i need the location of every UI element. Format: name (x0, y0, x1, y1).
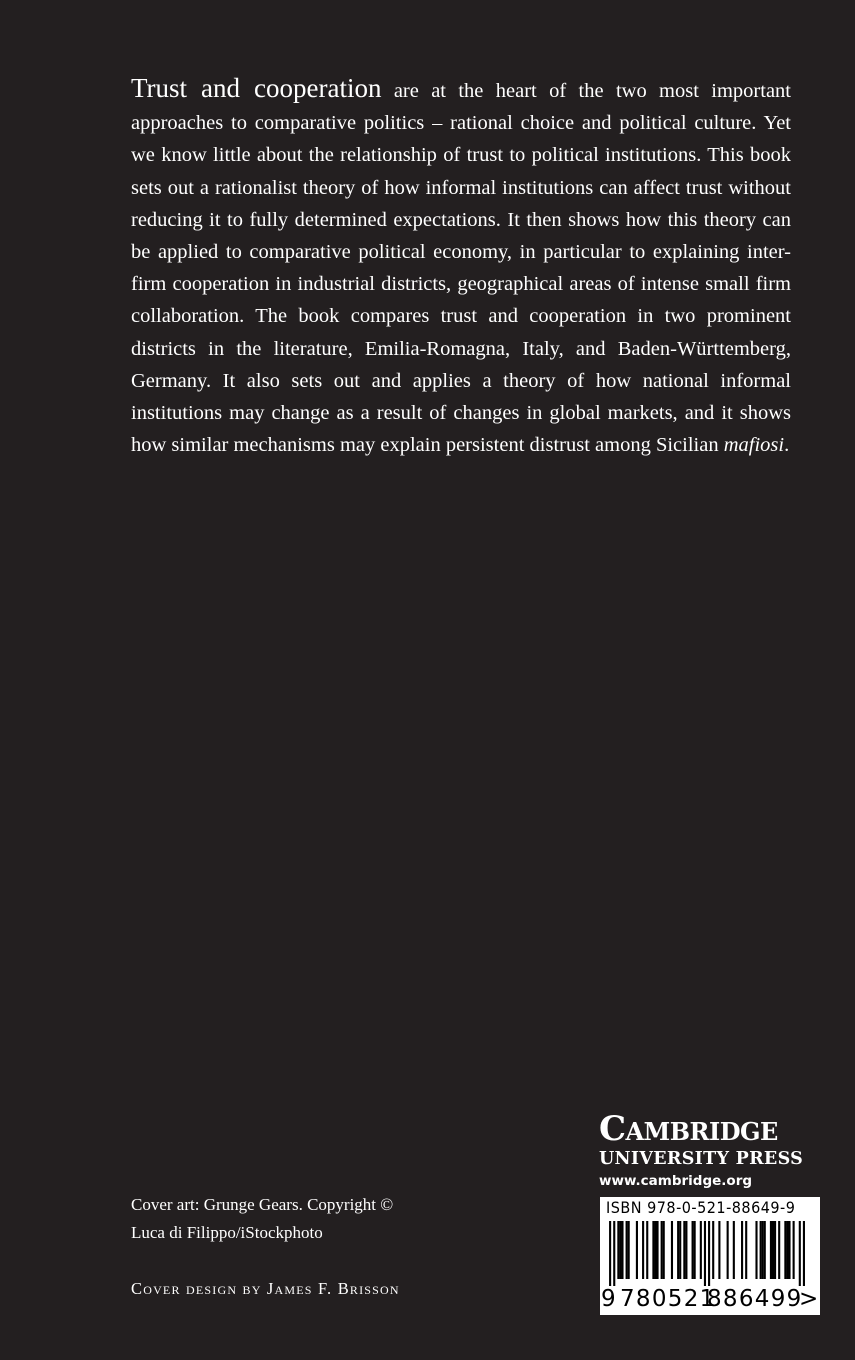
barcode-bar (762, 1221, 764, 1279)
barcode-bar (788, 1221, 790, 1279)
barcode-bar (770, 1221, 772, 1279)
blurb-end: . (784, 434, 790, 457)
barcode-bar (646, 1221, 648, 1279)
barcode-bar (626, 1221, 628, 1279)
publisher-press: UNIVERSITY PRESS (599, 1149, 804, 1169)
barcode-bar (778, 1221, 780, 1279)
blurb-paragraph (131, 72, 791, 461)
barcode-bar (799, 1221, 801, 1286)
barcode-bar (784, 1221, 786, 1279)
barcode-bar (786, 1221, 788, 1279)
cover-art-credit-line1: Cover art: Grunge Gears. Copyright © (131, 1195, 394, 1214)
barcode-bar (685, 1221, 687, 1279)
barcode-bar (764, 1221, 766, 1279)
cover-art-credit (131, 1191, 471, 1247)
barcode-bar (661, 1221, 663, 1279)
cover-design-credit: Cover design by James F. Brisson (131, 1279, 400, 1298)
barcode-bar (793, 1221, 795, 1279)
publisher-block (599, 1110, 821, 1191)
isbn-barcode (600, 1197, 820, 1315)
barcode-bar (679, 1221, 681, 1279)
barcode-bar (654, 1221, 656, 1279)
publisher-name: Cambridge (599, 1109, 778, 1149)
blurb-lead: Trust and cooperation (131, 73, 382, 103)
ean-first-digit: 9 (601, 1286, 617, 1312)
barcode-bar (727, 1221, 729, 1279)
barcode-bar (613, 1221, 615, 1286)
ean-group-right: 886499 (707, 1286, 803, 1312)
barcode-bar (683, 1221, 685, 1279)
ean-group-left: 780521 (620, 1286, 716, 1312)
blurb-body: are at the heart of the two most important approaches to comparative politics – rational choice and political culture. Yet we know little about the relationship of trust to political institutions. This book sets out a rationalist theory of how informal institutions can affect trust without reducing it to fully determined expectations. It then shows how this theory can be applied to comparative political economy, in particular to explaining inter-firm cooperation in industrial districts, geographical areas of intense small firm collaboration. The book compares trust and cooperation in two prominent districts in the literature, Emilia-Romagna, Italy, and Baden-Württemberg, Germany. It also sets out and applies a theory of how national informal institutions may change as a result of changes in global markets, and it shows how similar mechanisms may explain persistent distrust among Sicilian (131, 80, 791, 457)
barcode-bar (772, 1221, 774, 1279)
isbn-label: ISBN 978-0-521-88649-9 (606, 1198, 796, 1217)
barcode-bar (642, 1221, 644, 1279)
barcode-bar (671, 1221, 673, 1279)
barcode-bar (677, 1221, 679, 1279)
barcode-bar (628, 1221, 630, 1279)
barcode-bar (712, 1221, 714, 1279)
ean-end-mark: > (799, 1286, 820, 1312)
barcode-bar (755, 1221, 757, 1279)
barcode-bar (760, 1221, 762, 1279)
barcode-bar (692, 1221, 694, 1279)
barcode-bar (708, 1221, 710, 1286)
barcode-bar (617, 1221, 619, 1279)
barcode-bar (718, 1221, 720, 1279)
barcode-graphic (607, 1221, 807, 1286)
barcode-bar (652, 1221, 654, 1279)
barcode-bar (663, 1221, 665, 1279)
barcode-bar (741, 1221, 743, 1279)
barcode-bar (700, 1221, 702, 1279)
barcode-bar (733, 1221, 735, 1279)
blurb-italic-term: mafiosi (723, 434, 785, 457)
barcode-bar (774, 1221, 776, 1279)
barcode-bar (636, 1221, 638, 1279)
barcode-bar (609, 1221, 611, 1286)
barcode-bar (621, 1221, 623, 1279)
cover-art-credit-line2: Luca di Filippo/iStockphoto (131, 1223, 323, 1242)
barcode-bar (745, 1221, 747, 1279)
barcode-bar (656, 1221, 658, 1279)
barcode-bar (803, 1221, 805, 1286)
barcode-bar (694, 1221, 696, 1279)
publisher-url: www.cambridge.org (599, 1173, 753, 1189)
barcode-bar (619, 1221, 621, 1279)
barcode-bar (704, 1221, 706, 1286)
barcode-bars (607, 1221, 807, 1286)
